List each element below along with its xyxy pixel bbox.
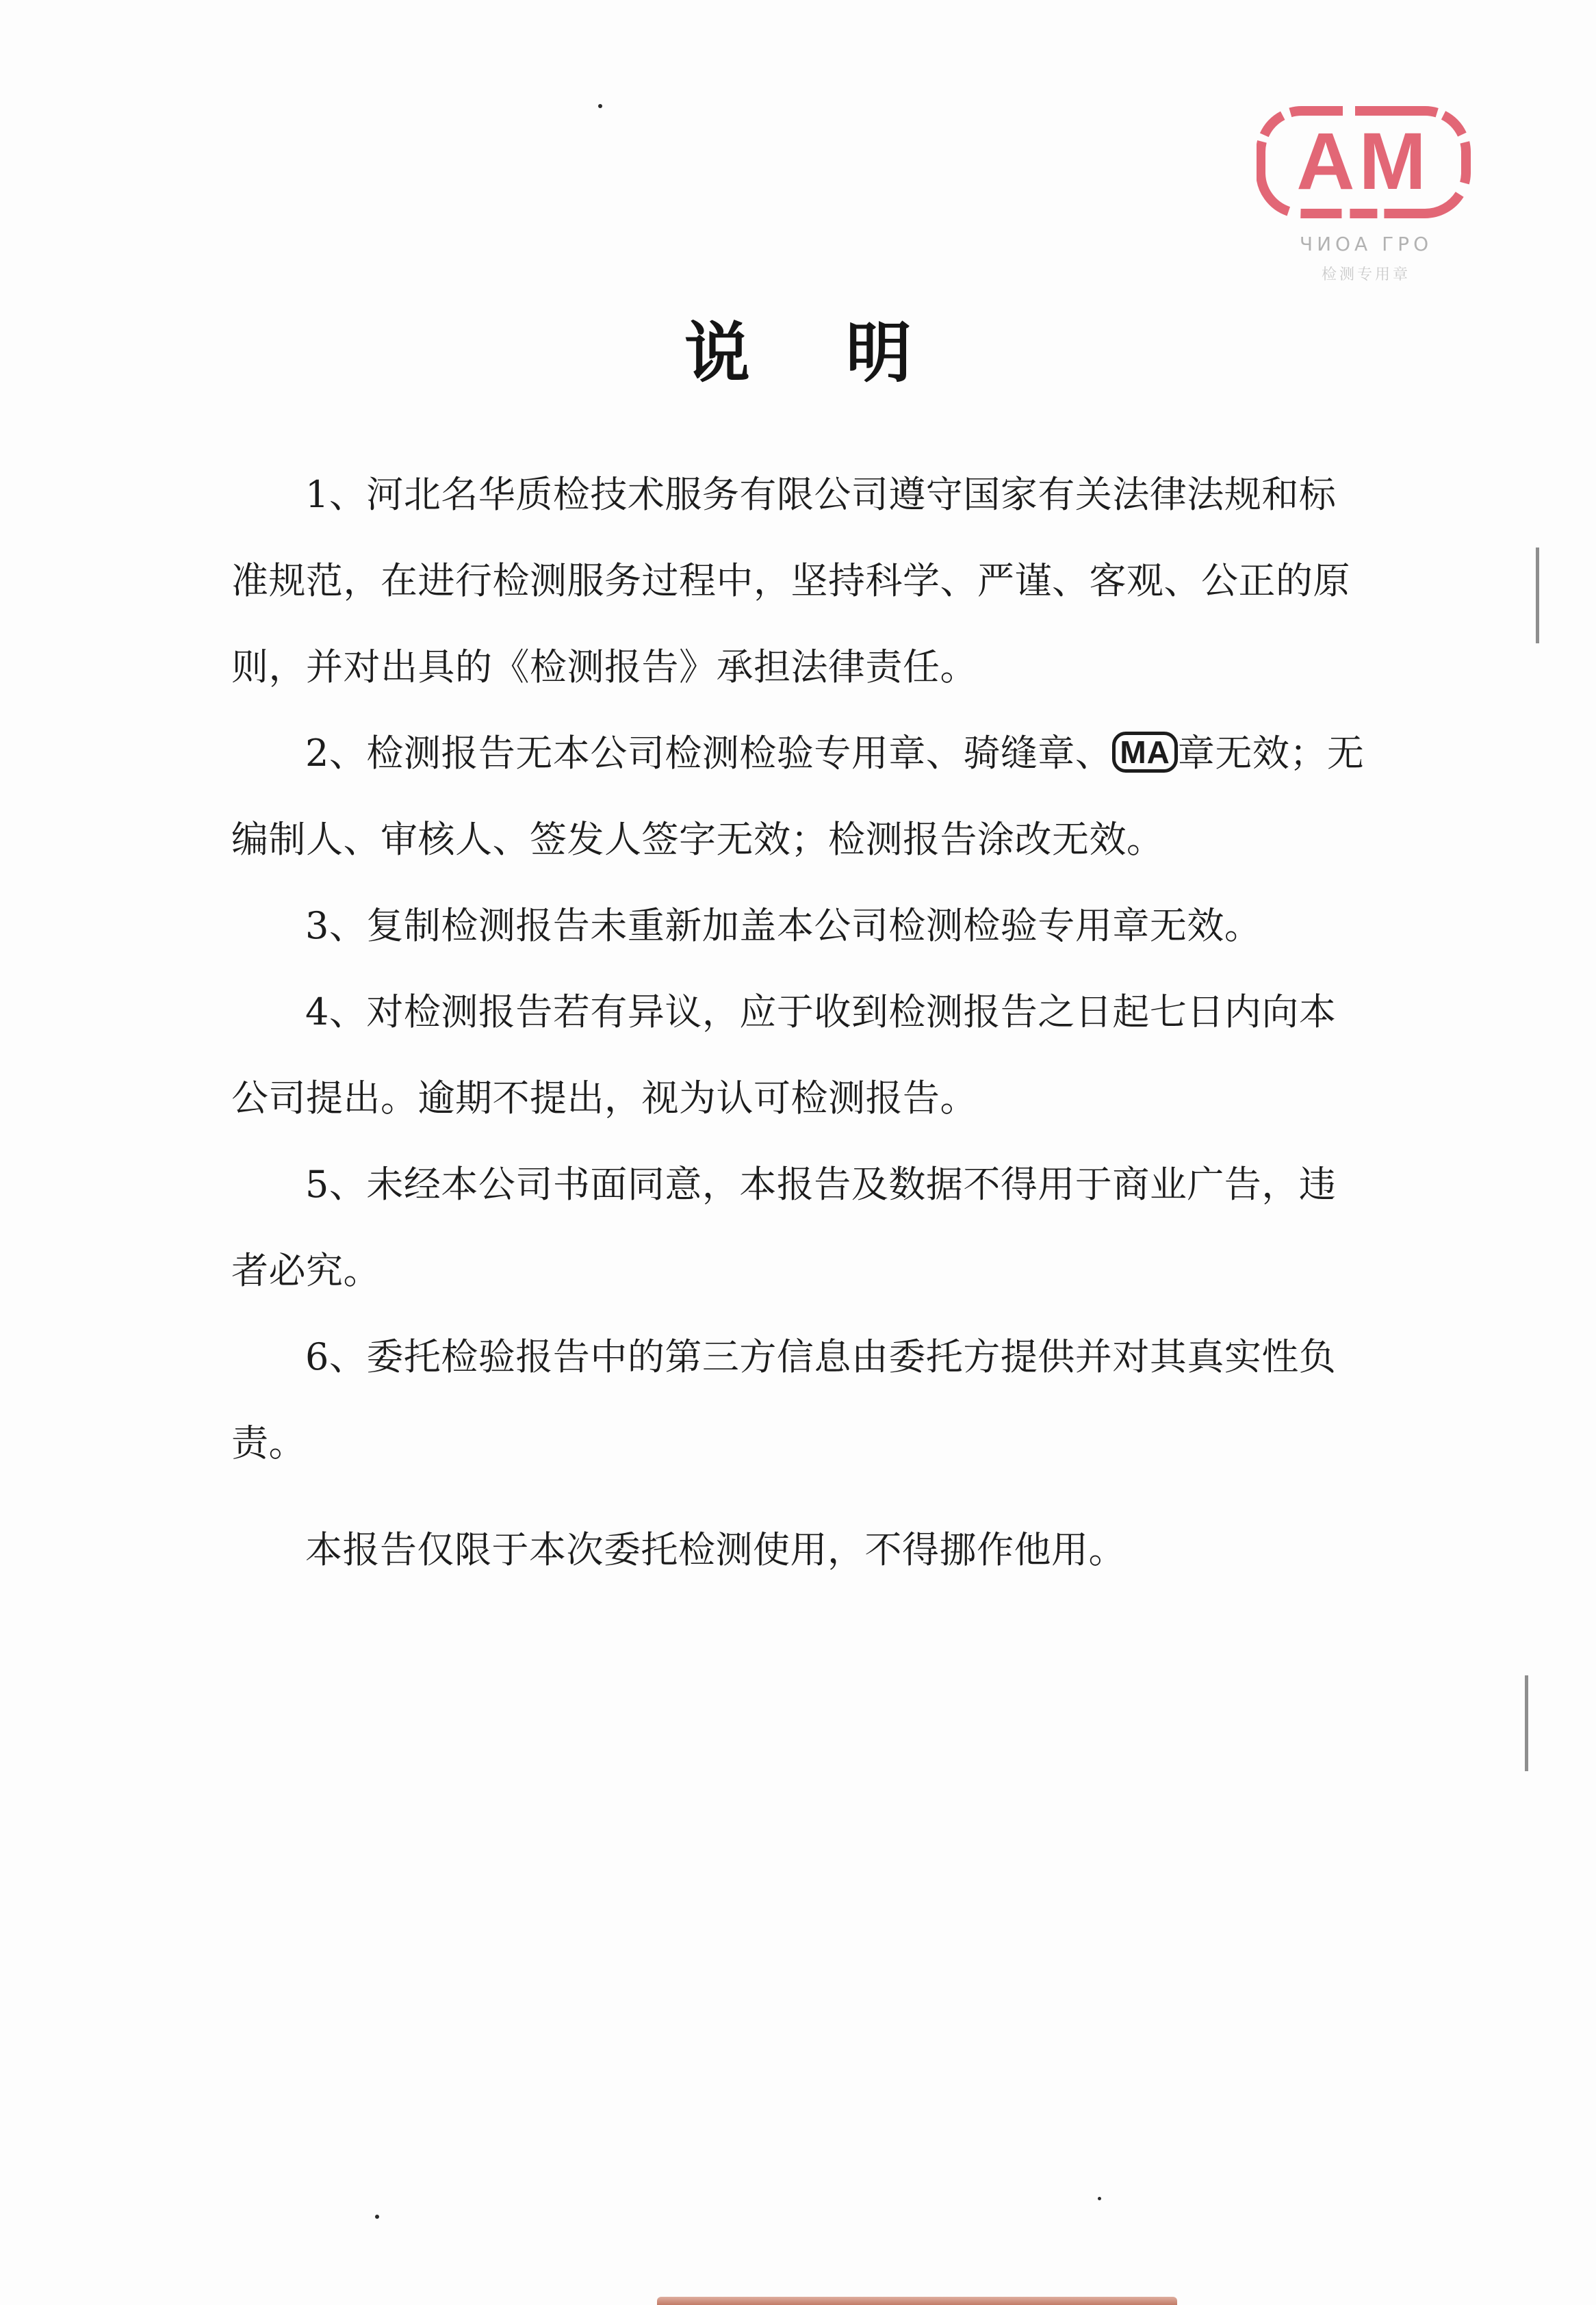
svg-text:AM: AM xyxy=(1296,116,1430,207)
note-text: 对检测报告若有异议，应于收到检测报告之日起七日内向本公司提出。逾期不提出，视为认可检测报告。 xyxy=(231,990,1337,1120)
note-number: 3、 xyxy=(305,904,367,947)
scan-edge-mark xyxy=(1536,548,1539,643)
usage-restriction-note: 本报告仅限于本次委托检测使用，不得挪作他用。 xyxy=(305,1528,1126,1571)
note-text: 委托检验报告中的第三方信息由委托方提供并对其真实性负责。 xyxy=(231,1335,1337,1465)
note-text: 复制检测报告未重新加盖本公司检测检验专用章无效。 xyxy=(366,904,1262,947)
note-item-2 xyxy=(231,710,1367,883)
note-text: 章无效；无编制人、审核人、签发人签字无效；检测报告涂改无效。 xyxy=(231,732,1365,861)
am-logo-icon xyxy=(1257,103,1476,226)
note-number: 4、 xyxy=(305,990,367,1033)
note-item-1 xyxy=(231,452,1367,710)
scan-speck xyxy=(375,2215,379,2219)
note-item-5 xyxy=(231,1142,1367,1314)
note-number: 1、 xyxy=(305,473,367,516)
note-text: 河北名华质检技术服务有限公司遵守国家有关法律法规和标准规范，在进行检测服务过程中，坚持科学、严谨、客观、公正的原则，并对出具的《检测报告》承担法律责任。 xyxy=(231,473,1350,688)
stamp-text-line: 检测专用章 xyxy=(1321,266,1411,283)
notes-list xyxy=(231,452,1367,1486)
scan-speck xyxy=(598,104,602,108)
scan-edge-mark xyxy=(1525,1675,1528,1771)
note-text: 检测报告无本公司检测检验专用章、骑缝章、 xyxy=(366,732,1113,775)
note-item-4 xyxy=(231,969,1367,1142)
page-title: 说明 xyxy=(684,314,1007,391)
note-number: 6、 xyxy=(305,1335,367,1378)
cma-mark-icon: MA xyxy=(1112,732,1178,773)
note-text: 未经本公司书面同意，本报告及数据不得用于商业广告，违者必究。 xyxy=(231,1163,1337,1292)
scan-speck xyxy=(1098,2197,1101,2200)
note-item-6 xyxy=(231,1314,1367,1486)
note-item-3 xyxy=(231,883,1367,969)
stamp-text-line: ЧИОА ГРО xyxy=(1299,233,1433,255)
scan-bottom-edge xyxy=(657,2297,1177,2305)
note-number: 5、 xyxy=(305,1163,367,1206)
note-number: 2、 xyxy=(305,732,367,775)
company-stamp xyxy=(1257,103,1476,308)
